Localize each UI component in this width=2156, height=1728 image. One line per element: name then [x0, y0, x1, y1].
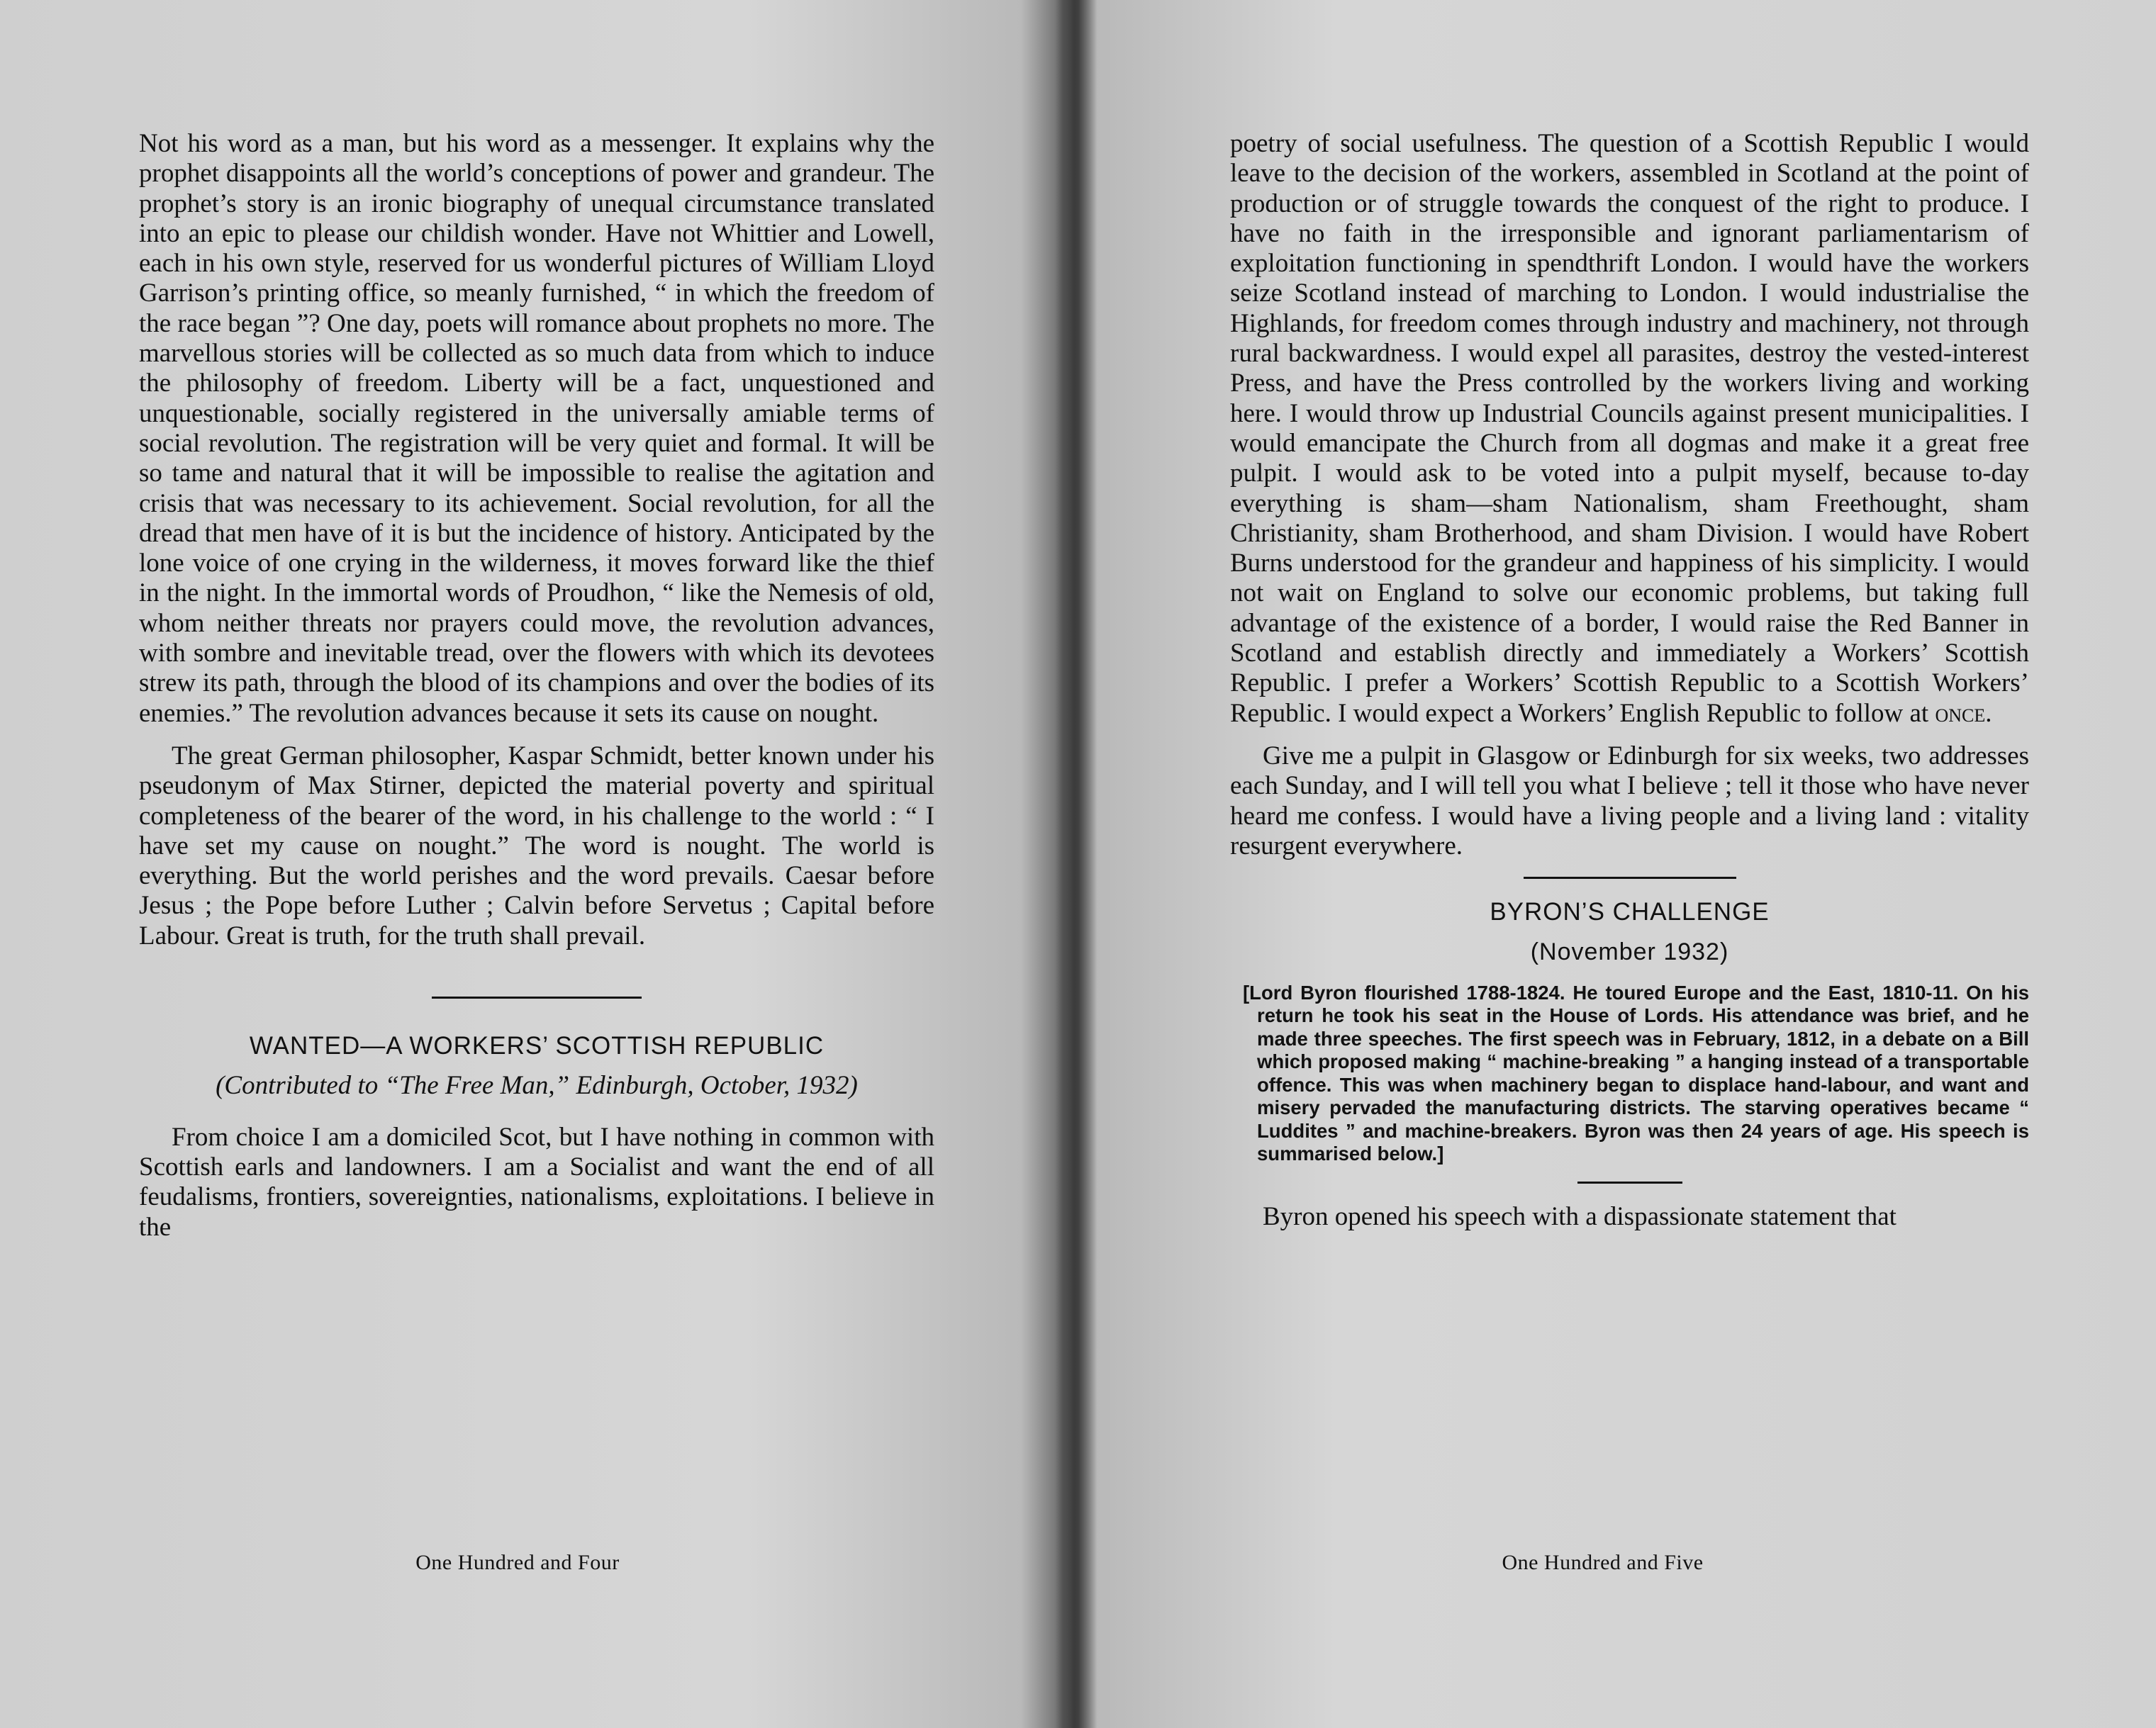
right-page: [1063, 0, 2156, 1728]
section-heading: BYRON’S CHALLENGE: [1490, 898, 1770, 926]
left-paragraph-2: The great German philosopher, Kaspar Schmidt, better known under his pseudonym of Max Stirner, depicted the material poverty and spiritual completeness of the bearer of the word, in his challenge to the world : “ I have set my cause on nought.” The word is nought. The world is everything. But the world perishes and the word prevails. Caesar before Jesus ; the Pope before Luther ; Calvin before Servetus ; Capital before Labour. Great is truth, for the truth shall prevail.: [139, 741, 934, 950]
right-text-column: [1230, 129, 2029, 1232]
right-paragraph-2: Give me a pulpit in Glasgow or Edinburgh for six weeks, two addresses each Sunday, and I will tell you what I believe ; tell it those who have never heard me confess. I would have a living people and a living land : vitality resurgent everywhere.: [1230, 741, 2029, 860]
book-gutter: [1055, 0, 1097, 1728]
editorial-note: [Lord Byron flourished 1788-1824. He toured Europe and the East, 1810-11. On his return he took his seat in the House of Lords. His attendance was brief, and he made three speeches. The first speech was in February, 1812, in a debate on a Bill which proposed making “ machine-breaking ” a hanging instead of a transportable offence. This was when machinery began to displace hand-labour, and want and misery pervaded the manufacturing districts. The starving operatives became “ Luddites ” and machine-breakers. Byron was then 24 years of age. His speech is summarised below.]: [1243, 981, 2029, 1165]
left-text-column: [139, 129, 934, 1242]
left-paragraph-3: From choice I am a domiciled Scot, but I have nothing in common with Scottish earls and landowners. I am a Socialist and want the end of all feudalisms, frontiers, sovereignties, nationalisms, exploitations. I believe in the: [139, 1122, 934, 1242]
section-subheading: (Contributed to “The Free Man,” Edinburgh, October, 1932): [216, 1071, 858, 1101]
section-heading: WANTED—A WORKERS’ SCOTTISH REPUBLIC: [249, 1032, 825, 1060]
page-number: One Hundred and Four: [415, 1551, 620, 1574]
page-number: One Hundred and Five: [1502, 1551, 1704, 1574]
right-paragraph-3: Byron opened his speech with a dispassionate statement that: [1263, 1201, 1897, 1231]
section-subheading: (November 1932): [1530, 938, 1729, 966]
right-paragraph-1-text: poetry of social usefulness. The question of a Scottish Republic I would leave to the decision of the workers, assembled in Scotland at the point of production or of struggle towards the conquest of the right to produce. I have no faith in the irresponsible and ignorant parliamentarism of exploitation functioning in spendthrift London. I would have the workers seize Scotland instead of marching to London. I would industrialise the Highlands, for freedom comes through industry and machinery, not through rural backwardness. I would expel all parasites, destroy the vested-interest Press, and have the Press controlled by the workers living and working here. I would throw up Industrial Councils against present municipalities. I would emancipate the Church from all dogmas and make it a great free pulpit. I would ask to be voted into a pulpit myself, because to-day everything is sham—sham Nationalism, sham Freethought, sham Christianity, sham Brotherhood, and sham Division. I would have Robert Burns understood for the grandeur and happiness of his simplicity. I would not wait on England to solve our economic problems, but taking full advantage of the existence of a border, I would raise the Red Banner in Scotland and establish directly and immediately a Workers’ Scottish Republic. I prefer a Workers’ Scottish Republic to a Scottish Workers’ Republic. I would expect a Workers’ English Republic to follow at: [1230, 129, 2029, 728]
left-page: [0, 0, 1063, 1728]
right-paragraph-1-end: once.: [1935, 698, 1992, 728]
right-paragraph-1: [1230, 129, 2029, 729]
left-paragraph-1: Not his word as a man, but his word as a messenger. It explains why the prophet disappoints all the world’s conceptions of power and grandeur. The prophet’s story is an ironic biography of unequal circumstance translated into an epic to please our childish wonder. Have not Whittier and Lowell, each in his own style, reserved for us wonderful pictures of William Lloyd Garrison’s printing office, so meanly furnished, “ in which the freedom of the race began ”? One day, poets will romance about prophets no more. The marvellous stories will be collected as so much data from which to induce the philosophy of freedom. Liberty will be a fact, unquestioned and unquestionable, socially registered in the universally amiable terms of social revolution. The registration will be very quiet and formal. It will be so tame and natural that it will be impossible to realise the agitation and crisis that was necessary to its achievement. Social revolution, for all the dread that men have of it is but the incidence of history. Anticipated by the lone voice of one crying in the wilderness, it moves forward like the thief in the night. In the immortal words of Proudhon, “ like the Nemesis of old, whom neither threats nor prayers could move, the revolution advances, with sombre and inevitable tread, over the flowers with which its devotees strew its path, through the blood of its champions and over the bodies of its enemies.” The revolution advances because it sets its cause on nought.: [139, 129, 934, 728]
